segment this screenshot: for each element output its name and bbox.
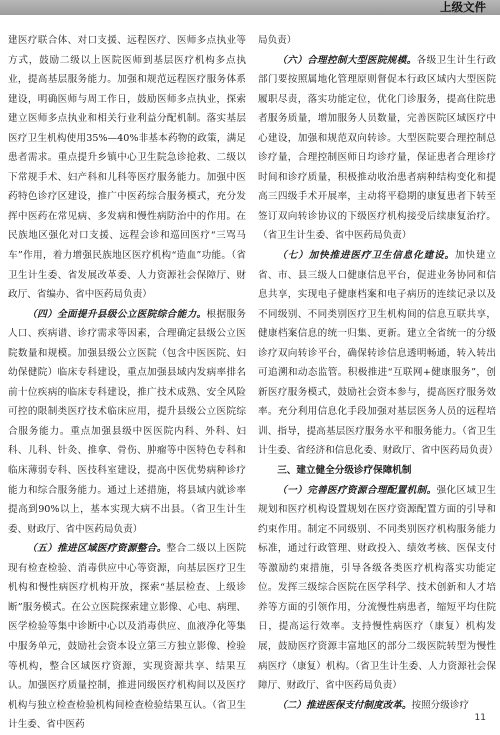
right-column — [258, 31, 496, 715]
subheading: （六）合理控制大型医院规模。 — [277, 54, 417, 66]
paragraph: （六）合理控制大型医院规模。各级卫生计生行政部门要按照属地化管理原则督促本行政区域内大型医院履职尽责，落实功能定位，优化门诊服务，提高住院患者服务质量，增加服务人员数量，完善医院区域医疗中心建设，加强和规范双向转诊。大型医院要合理控制总诊疗量，合理控制医师日均诊疗量，保证患者合理诊疗时间和诊疗质量，积极推动收治患者病种结构变化和提高三四级手术开展率，主动将平稳期的康复患者下转至签订双向转诊协议的下级医疗机构接受后续康复治疗。（省卫生计生委、省中医药局负责） — [258, 54, 497, 242]
paragraph: （二）推进医保支付制度改革。按照分级诊疗 — [277, 699, 470, 711]
paragraph: （一）完善医疗资源合理配置机制。强化区域卫生规划和医疗机构设置规划在医疗资源配置方面的引导和约束作用。制定不同级别、不同类别医疗机构服务能力标准，通过行政管理、财政投入、绩效考核、医保支付等激励约束措施，引导各级各类医疗机构落实功能定位。发挥三级综合医院在医学科学、技术创新和人才培养等方面的引领作用，分流慢性病患者，缩短平均住院日，提高运行效率。支持慢性病医疗（康复）机构发展，鼓励医疗资源丰富地区的部分二级医院转型为慢性病医疗（康复）机构。（省卫生计生委、人力资源社会保障厅、财政厅、省中医药局负责） — [258, 484, 497, 692]
header-bar — [0, 0, 500, 15]
subheading: （五）推进区域医疗资源整合。 — [27, 543, 167, 555]
subheading: （四）全面提升县级公立医院综合能力。 — [27, 308, 207, 320]
subheading: （一）完善医疗资源合理配置机制。 — [277, 484, 437, 496]
subheading: （二）推进医保支付制度改革。 — [277, 699, 412, 711]
section-title: 上级文件 — [440, 0, 486, 14]
paragraph: （七）加快推进医疗卫生信息化建设。加快建立省、市、县三级人口健康信息平台，促进业务协同和信息共享，实现电子健康档案和电子病历的连续记录以及不同级别、不同类别医疗卫生机构间的信息互联共享，健康档案信息的统一归集、更新。建立全省统一的分级诊疗双向转诊平台，确保转诊信息透明畅通，转入转出可追溯和动态监管。积极推进“互联网+健康服务”，创新医疗服务模式，鼓励社会资本参与，提高医疗服务效率。充分利用信息化手段加强对基层医务人员的远程培训、指导，提高基层医疗服务水平和服务能力。（省卫生计生委、省经济和信息化委、财政厅、省中医药局负责） — [258, 250, 498, 457]
section-heading: 三、建立健全分级诊疗保障机制 — [277, 465, 412, 477]
paragraph: 建医疗联合体、对口支援、远程医疗、医师多点执业等方式，鼓励二级以上医院医师到基层医疗机构多点执业，提高基层服务能力。加强和规范远程医疗服务体系建设，明确医师与周工作日，鼓励医师多点执业，探索建立医师多点执业和相关行业利益分配机制。落实基层医疗卫生机构使用35%—40%非基本药物的政策，满足患者需求。重点提升乡镇中心卫生院急诊抢救、二级以下常规手术、妇产科和儿科等医疗服务能力。加强中医药特色诊疗区建设，推广中医药综合服务模式，充分发挥中医药在常见病、多发病和慢性病防治中的作用。在民族地区强化对口支援、远程会诊和巡回医疗“三骂马车”作用，着力增强民族地区医疗机构“造血”功能。（省卫生计生委、省发展改革委、人力资源社会保障厅、财政厅、省编办、省中医药局负责） — [8, 35, 246, 301]
paragraph: 局负责） — [258, 35, 297, 46]
paragraph: （四）全面提升县级公立医院综合能力。根据服务人口、疾病谱、诊疗需求等因素，合理确定县级公立医院数量和规模。加强县级公立医院（包含中医医院、妇幼保健院）临床专科建设，重点加强县域内发病率排名前十位疾病的临床专科建设，推广技术成熟、安全风险可控的限制类医疗技术临床应用，提升县级公立医院综合服务能力。重点加强县级中医医院内科、外科、妇科、儿科、针灸、推拿、骨伤、肿瘤等中医特色专科和临床薄弱专科、医技科室建设，提高中医优势病种诊疗能力和综合服务能力。通过上述措施，将县域内就诊率提高到90%以上，基本实现大病不出县。（省卫生计生委、财政厅、省中医药局负责） — [8, 308, 247, 535]
page-number: 11 — [474, 713, 486, 723]
subheading: （七）加快推进医疗卫生信息化建设。 — [277, 250, 456, 262]
left-column — [8, 31, 246, 735]
paragraph: （五）推进区域医疗资源整合。整合二级以上医院现有检查检验、消毒供应中心等资源，向基层医疗卫生机构和慢性病医疗机构开放，探索“基层检查、上级诊断”服务模式。在公立医院探索建立影像、心电、病理、医学检验等集中诊断中心以及消毒供应、血液净化等集中服务单元，鼓励社会资本设立第三方独立影像、检验等机构，整合区域医疗资源，实现资源共享、结果互认。加强医疗质量控制，推进同级医疗机构间以及医疗机构与独立检查检验机构间检查检验结果互认。（省卫生计生委、省中医药 — [8, 543, 247, 731]
